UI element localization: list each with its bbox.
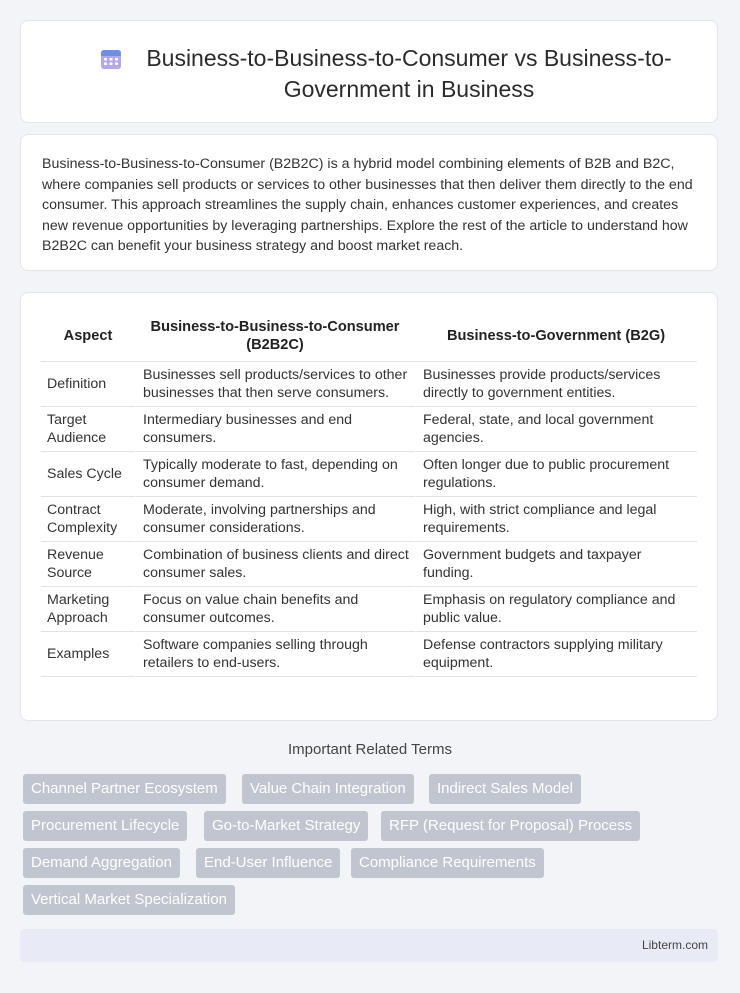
b2g-cell: Often longer due to public procurement regulations.: [415, 452, 697, 497]
b2b2c-cell: Focus on value chain benefits and consumer outcomes.: [135, 587, 415, 632]
aspect-cell: Revenue Source: [41, 542, 135, 587]
calendar-icon: [99, 47, 123, 71]
comparison-card: [20, 292, 718, 721]
term-tag[interactable]: Procurement Lifecycle: [23, 811, 187, 841]
b2b2c-cell: Businesses sell products/services to other businesses that then serve consumers.: [135, 362, 415, 407]
term-tag[interactable]: Channel Partner Ecosystem: [23, 774, 226, 804]
column-header-aspect: Aspect: [41, 309, 135, 362]
b2b2c-cell: Intermediary businesses and end consumers.: [135, 407, 415, 452]
term-tag[interactable]: RFP (Request for Proposal) Process: [381, 811, 640, 841]
footer-brand-link[interactable]: Libterm.com: [641, 938, 708, 952]
aspect-cell: Contract Complexity: [41, 497, 135, 542]
comparison-table: [41, 309, 697, 677]
table-row: [41, 587, 697, 632]
aspect-cell: Definition: [41, 362, 135, 407]
b2b2c-cell: Typically moderate to fast, depending on consumer demand.: [135, 452, 415, 497]
b2b2c-cell: Software companies selling through retailers to end-users.: [135, 632, 415, 677]
related-terms-heading: Important Related Terms: [288, 741, 452, 758]
term-tag[interactable]: Go-to-Market Strategy: [204, 811, 368, 841]
aspect-cell: Examples: [41, 632, 135, 677]
b2g-cell: Defense contractors supplying military equipment.: [415, 632, 697, 677]
aspect-cell: Sales Cycle: [41, 452, 135, 497]
table-row: [41, 452, 697, 497]
title-card: [20, 20, 718, 123]
table-header-row: [41, 309, 697, 362]
aspect-cell: Marketing Approach: [41, 587, 135, 632]
page-title: Business-to-Business-to-Consumer vs Business-to-Government in Business: [146, 45, 672, 102]
term-tag[interactable]: Value Chain Integration: [242, 774, 414, 804]
table-row: [41, 362, 697, 407]
b2b2c-cell: Combination of business clients and direct consumer sales.: [135, 542, 415, 587]
column-header-b2g: Business-to-Government (B2G): [415, 309, 697, 362]
b2g-cell: Emphasis on regulatory compliance and public value.: [415, 587, 697, 632]
b2b2c-cell: Moderate, involving partnerships and consumer considerations.: [135, 497, 415, 542]
b2g-cell: Federal, state, and local government agencies.: [415, 407, 697, 452]
term-tag[interactable]: End-User Influence: [196, 848, 340, 878]
table-row: [41, 407, 697, 452]
intro-card: [20, 134, 718, 271]
b2g-cell: Government budgets and taxpayer funding.: [415, 542, 697, 587]
b2g-cell: High, with strict compliance and legal requirements.: [415, 497, 697, 542]
b2g-cell: Businesses provide products/services directly to government entities.: [415, 362, 697, 407]
term-tag[interactable]: Indirect Sales Model: [429, 774, 581, 804]
table-row: [41, 632, 697, 677]
table-row: [41, 542, 697, 587]
intro-paragraph: Business-to-Business-to-Consumer (B2B2C) is a hybrid model combining elements of B2B and B2C, where companies sell products or services to other businesses that then deliver them directly to the end consumer. This approach streamlines the supply chain, enhances customer experiences, and creates new revenue opportunities by leveraging partnerships. Explore the rest of the article to understand how B2B2C can benefit your business strategy and boost market reach.: [42, 156, 693, 254]
term-tag[interactable]: Demand Aggregation: [23, 848, 180, 878]
term-tag[interactable]: Vertical Market Specialization: [23, 885, 235, 915]
table-row: [41, 497, 697, 542]
term-tag[interactable]: Compliance Requirements: [351, 848, 544, 878]
column-header-b2b2c: Business-to-Business-to-Consumer (B2B2C): [135, 309, 415, 362]
aspect-cell: Target Audience: [41, 407, 135, 452]
footer: [20, 929, 718, 962]
